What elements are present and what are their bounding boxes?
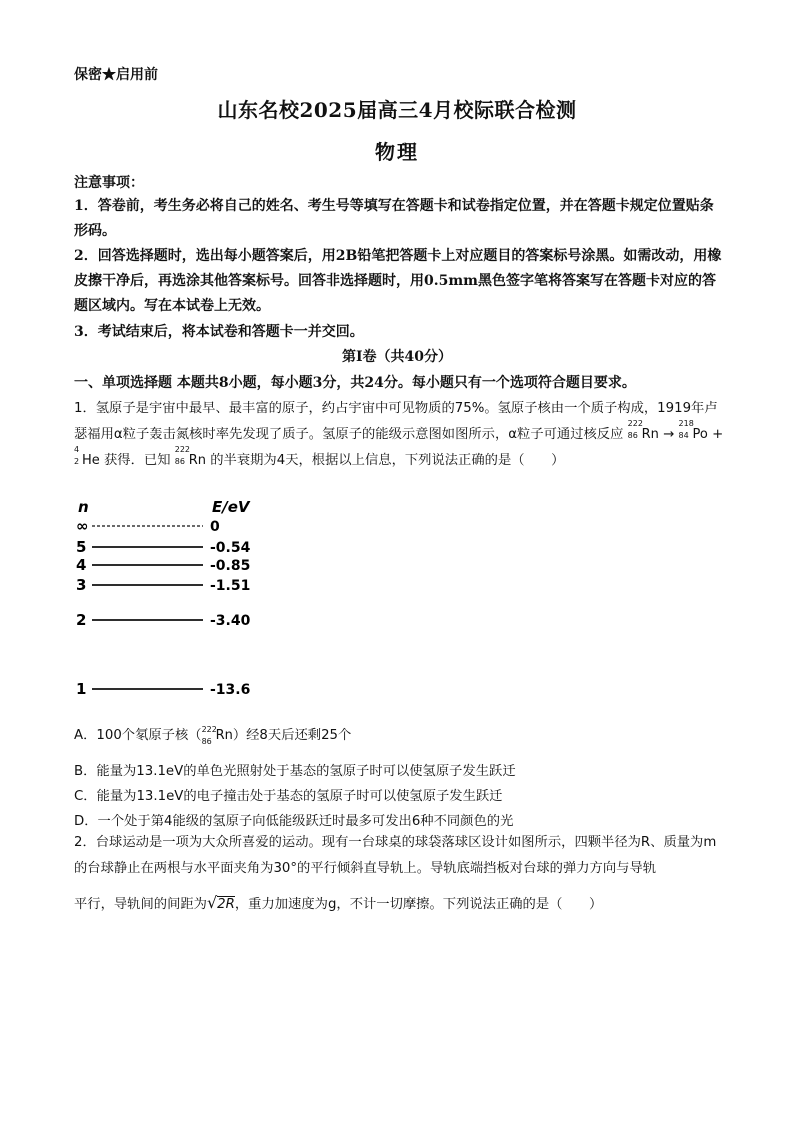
option-a-radon: 222 86 Rn: [201, 725, 233, 746]
option-a-text: A．100个氡原子核（: [74, 728, 202, 743]
note-item-3: 3．考试结束后，将本试卷和答题卡一并交回。: [74, 324, 364, 340]
note-item-2: 2．回答选择题时，选出每小题答案后，用2B铅笔把答题卡上对应题目的答案标号涂黑。如需改动，用橡皮擦干净后，再选涂其他答案标号。回答非选择题时，用0.5mm黑色签字笔将答案写在答题卡对应的答题区域内。写在本试卷上无效。: [74, 248, 722, 314]
question-2-text: [74, 830, 724, 882]
energy-axis-label: E/eV: [212, 498, 250, 516]
note-item-1: 1．答卷前，考生务必将自己的姓名、考生号等填写在答题卡和试卷指定位置，并在答题卡规定位置贴条形码。: [74, 198, 714, 239]
reaction-arrow: →: [663, 427, 675, 442]
sqrt-expression: √2R: [206, 893, 235, 912]
subject-title: 物理: [375, 140, 419, 164]
part-one-heading: 一、单项选择题 本题共8小题，每小题3分，共24分。每小题只有一个选项符合题目要求。: [74, 375, 636, 391]
question-2-prompt: ，重力加速度为g，不计一切摩擦。下列说法正确的是（ ）: [234, 897, 603, 912]
confidential-label: 保密★启用前: [74, 67, 158, 83]
question-1-text: [74, 396, 724, 474]
level-n-inf: ∞: [76, 517, 89, 535]
question-1-known: 获得．已知: [104, 453, 171, 468]
level-energy-2: -3.40: [210, 613, 251, 629]
reaction-plus: +: [712, 427, 724, 442]
level-energy-1: -13.6: [210, 682, 251, 698]
level-n-3: 3: [76, 576, 87, 594]
option-a[interactable]: [74, 724, 352, 746]
level-n-2: 2: [76, 611, 87, 629]
polonium-nuclide: 218 84 Po: [678, 419, 708, 442]
helium-nuclide: 4 2 He: [74, 445, 100, 468]
energy-levels: [76, 517, 251, 698]
level-n-1: 1: [76, 680, 87, 698]
option-d[interactable]: D．一个处于第4能级的氢原子向低能级跃迁时最多可发出6种不同颜色的光: [74, 814, 514, 829]
level-energy-5: -0.54: [210, 540, 251, 556]
level-energy-inf: 0: [210, 519, 220, 535]
option-b[interactable]: B．能量为13.1eV的单色光照射处于基态的氢原子时可以使氢原子发生跃迁: [74, 764, 516, 779]
section-title: 第Ⅰ卷（共40分）: [341, 349, 453, 365]
question-2-text-b: 平行，导轨间的间距为: [74, 897, 207, 912]
radon-nuclide-2: 222 86 Rn: [174, 445, 207, 468]
level-energy-4: -0.85: [210, 558, 251, 574]
exam-title: 山东名校2025届高三4月校际联合检测: [217, 98, 577, 122]
option-a-text-end: ）经8天后还剩25个: [232, 728, 352, 743]
radon-nuclide: 222 86 Rn: [627, 419, 659, 442]
energy-level-diagram: [70, 494, 270, 706]
level-n-4: 4: [76, 556, 87, 574]
level-n-5: 5: [76, 538, 87, 556]
notes-heading: 注意事项：: [74, 175, 144, 191]
n-axis-label: n: [78, 498, 89, 516]
question-1-prompt: 的半衰期为4天，根据以上信息，下列说法正确的是（ ）: [210, 453, 565, 468]
question-2-continued: [74, 890, 724, 918]
level-energy-3: -1.51: [210, 578, 251, 594]
option-c[interactable]: C．能量为13.1eV的电子撞击处于基态的氢原子时可以使氢原子发生跃迁: [74, 789, 503, 804]
question-1-intro: 1．氢原子是宇宙中最早、最丰富的原子，约占宇宙中可见物质的75%。氢原子核由一个质子构成，1919年卢瑟福用α粒子轰击氮核时率先发现了质子。氢原子的能级示意图如图所示，α粒子可通过核反应: [74, 401, 718, 442]
question-2-intro: 2．台球运动是一项为大众所喜爱的运动。现有一台球桌的球袋落球区设计如图所示，四颗半径为R、质量为m的台球静止在两根与水平面夹角为30°的平行倾斜直导轨上。导轨底端挡板对台球的弹力方向与导轨: [74, 835, 717, 876]
